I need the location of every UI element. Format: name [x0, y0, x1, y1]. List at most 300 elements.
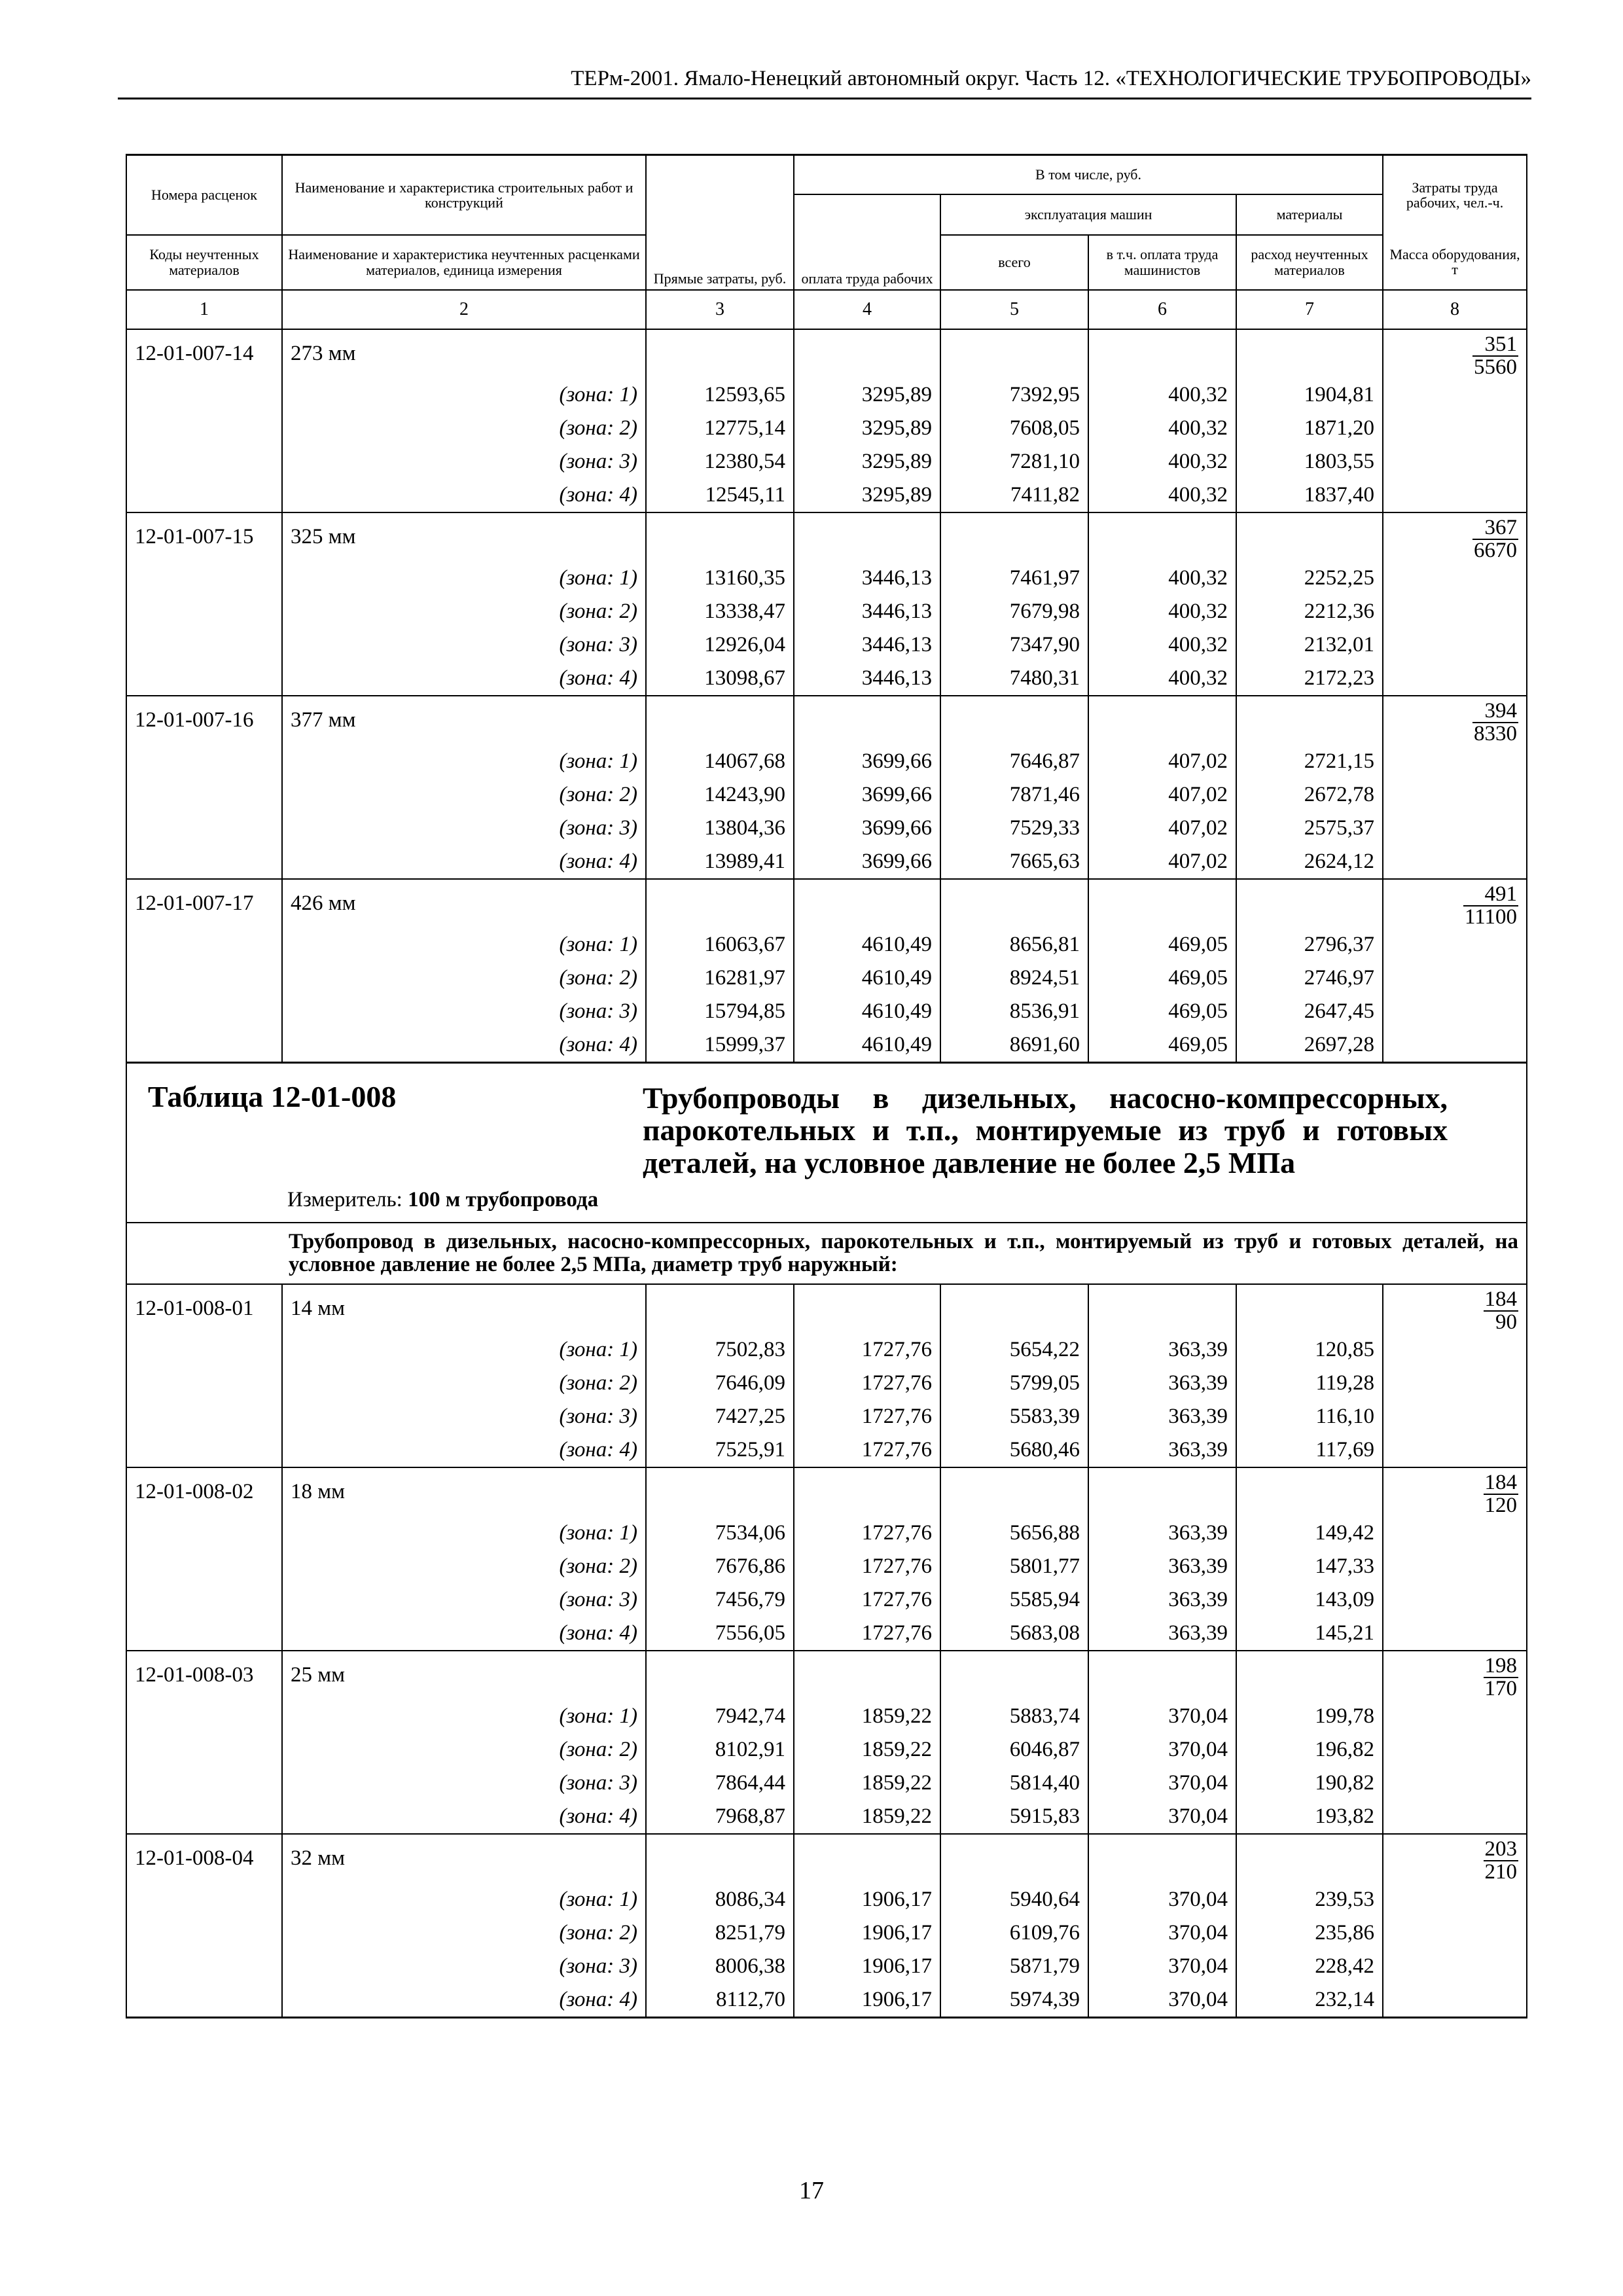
machines-total: 5940,64	[940, 1883, 1088, 1916]
direct-cost: 13098,67	[646, 662, 794, 696]
rate-code: 12-01-008-02	[126, 1467, 282, 1516]
zone-label: (зона: 1)	[282, 1700, 646, 1733]
materials: 1803,55	[1236, 445, 1383, 478]
machines-total: 7871,46	[940, 778, 1088, 812]
zone-row	[126, 1800, 1527, 1834]
machinist-pay: 363,39	[1088, 1367, 1236, 1400]
col-number: 4	[794, 290, 940, 329]
empty-cell	[940, 1284, 1088, 1333]
running-header: ТЕРм-2001. Ямало-Ненецкий автономный округ. Часть 12. «ТЕХНОЛОГИЧЕСКИЕ ТРУБОПРОВОДЫ»	[118, 67, 1531, 99]
zone-row	[126, 562, 1527, 595]
machines-total: 7281,10	[940, 445, 1088, 478]
empty-cell	[1088, 512, 1236, 562]
machines-total: 5680,46	[940, 1433, 1088, 1467]
machinist-pay: 400,32	[1088, 412, 1236, 445]
zone-label: (зона: 2)	[282, 595, 646, 628]
machinist-pay: 400,32	[1088, 478, 1236, 512]
zone-row	[126, 1767, 1527, 1800]
labor-over-mass	[1484, 1655, 1519, 1700]
empty-cell	[1088, 329, 1236, 378]
materials: 1871,20	[1236, 412, 1383, 445]
empty-cell	[1088, 879, 1236, 928]
materials: 199,78	[1236, 1700, 1383, 1733]
labor-cost: 351	[1472, 334, 1518, 357]
empty-cell	[126, 1550, 282, 1583]
machines-total: 5974,39	[940, 1983, 1088, 2018]
materials: 2721,15	[1236, 745, 1383, 778]
direct-cost: 14243,90	[646, 778, 794, 812]
rate-name: 273 мм	[282, 329, 646, 378]
section-title-cell	[126, 1062, 1527, 1223]
empty-cell	[126, 1333, 282, 1367]
zone-label: (зона: 1)	[282, 1516, 646, 1550]
worker-pay: 1727,76	[794, 1433, 940, 1467]
direct-cost: 7456,79	[646, 1583, 794, 1617]
section-title: Трубопроводы в дизельных, насосно-компрессорных, парокотельных и т.п., монтируемые из труб и готовых деталей, на условное давление не более 2,5 МПа	[643, 1081, 1448, 1179]
rate-code: 12-01-008-03	[126, 1651, 282, 1700]
worker-pay: 1859,22	[794, 1800, 940, 1834]
machinist-pay: 400,32	[1088, 445, 1236, 478]
zone-label: (зона: 4)	[282, 1800, 646, 1834]
machinist-pay: 407,02	[1088, 778, 1236, 812]
materials: 1904,81	[1236, 378, 1383, 412]
rate-code: 12-01-007-16	[126, 696, 282, 745]
machines-total: 8691,60	[940, 1028, 1088, 1063]
col-number: 7	[1236, 290, 1383, 329]
rate-code: 12-01-008-04	[126, 1834, 282, 1883]
rate-row	[126, 1651, 1527, 1700]
materials: 119,28	[1236, 1367, 1383, 1400]
empty-cell	[646, 512, 794, 562]
machinist-pay: 363,39	[1088, 1516, 1236, 1550]
machines-total: 5656,88	[940, 1516, 1088, 1550]
direct-cost: 8086,34	[646, 1883, 794, 1916]
labor-mass-cell	[1383, 1651, 1527, 1834]
table-header	[126, 155, 1527, 329]
rate-row	[126, 879, 1527, 928]
machines-total: 5814,40	[940, 1767, 1088, 1800]
equipment-mass: 170	[1484, 1676, 1518, 1700]
machines-total: 7480,31	[940, 662, 1088, 696]
zone-row	[126, 1950, 1527, 1983]
machines-total: 7392,95	[940, 378, 1088, 412]
section-description: Трубопровод в дизельных, насосно-компрессорных, парокотельных и т.п., монтируемый из труб и готовых деталей, на условное давление не более 2,5 МПа, диаметр труб наружный:	[126, 1223, 1527, 1284]
direct-cost: 8251,79	[646, 1916, 794, 1950]
zone-row	[126, 1583, 1527, 1617]
machines-total: 6046,87	[940, 1733, 1088, 1767]
equipment-mass: 5560	[1474, 355, 1518, 379]
page-number: 17	[799, 2177, 824, 2204]
zone-label: (зона: 2)	[282, 961, 646, 995]
materials: 190,82	[1236, 1767, 1383, 1800]
worker-pay: 4610,49	[794, 1028, 940, 1063]
zone-label: (зона: 4)	[282, 1433, 646, 1467]
materials: 143,09	[1236, 1583, 1383, 1617]
empty-cell	[126, 928, 282, 961]
rate-name: 14 мм	[282, 1284, 646, 1333]
empty-cell	[126, 778, 282, 812]
direct-cost: 7525,91	[646, 1433, 794, 1467]
rate-row	[126, 1467, 1527, 1516]
zone-row	[126, 1400, 1527, 1433]
labor-mass-cell	[1383, 329, 1527, 512]
table-body-008	[126, 1284, 1527, 2018]
materials: 2172,23	[1236, 662, 1383, 696]
labor-mass-cell	[1383, 512, 1527, 696]
empty-cell	[126, 1916, 282, 1950]
worker-pay: 3295,89	[794, 378, 940, 412]
machinist-pay: 469,05	[1088, 961, 1236, 995]
direct-cost: 12380,54	[646, 445, 794, 478]
rate-name: 426 мм	[282, 879, 646, 928]
rate-name: 18 мм	[282, 1467, 646, 1516]
empty-cell	[126, 745, 282, 778]
materials: 232,14	[1236, 1983, 1383, 2018]
labor-cost: 394	[1472, 700, 1518, 723]
direct-cost: 14067,68	[646, 745, 794, 778]
empty-cell	[1088, 1834, 1236, 1883]
labor-cost: 367	[1472, 517, 1518, 540]
machines-total: 7461,97	[940, 562, 1088, 595]
zone-row	[126, 745, 1527, 778]
empty-cell	[1236, 512, 1383, 562]
direct-cost: 15999,37	[646, 1028, 794, 1063]
rate-code: 12-01-007-17	[126, 879, 282, 928]
empty-cell	[126, 1400, 282, 1433]
worker-pay: 1727,76	[794, 1516, 940, 1550]
machinist-pay: 370,04	[1088, 1700, 1236, 1733]
worker-pay: 4610,49	[794, 995, 940, 1028]
empty-cell	[646, 696, 794, 745]
machines-total: 5799,05	[940, 1367, 1088, 1400]
col-number: 8	[1383, 290, 1527, 329]
materials: 2575,37	[1236, 812, 1383, 845]
materials: 228,42	[1236, 1950, 1383, 1983]
header-col3: Прямые затраты, руб.	[646, 155, 794, 290]
zone-row	[126, 928, 1527, 961]
equipment-mass: 8330	[1474, 721, 1518, 745]
worker-pay: 1906,17	[794, 1883, 940, 1916]
zone-label: (зона: 2)	[282, 1550, 646, 1583]
materials: 2672,78	[1236, 778, 1383, 812]
empty-cell	[126, 1583, 282, 1617]
empty-cell	[794, 1284, 940, 1333]
labor-mass-cell	[1383, 1834, 1527, 2018]
empty-cell	[126, 1516, 282, 1550]
col-number: 2	[282, 290, 646, 329]
measure	[287, 1189, 598, 1211]
labor-over-mass	[1472, 517, 1518, 562]
equipment-mass: 11100	[1464, 905, 1518, 929]
direct-cost: 12593,65	[646, 378, 794, 412]
machines-total: 7608,05	[940, 412, 1088, 445]
empty-cell	[126, 1433, 282, 1467]
equipment-mass: 6670	[1474, 538, 1518, 562]
empty-cell	[126, 1767, 282, 1800]
materials: 2212,36	[1236, 595, 1383, 628]
zone-label: (зона: 4)	[282, 478, 646, 512]
empty-cell	[1236, 1834, 1383, 1883]
machinist-pay: 370,04	[1088, 1916, 1236, 1950]
direct-cost: 13804,36	[646, 812, 794, 845]
empty-cell	[646, 1284, 794, 1333]
labor-over-mass	[1472, 700, 1518, 745]
empty-cell	[126, 1367, 282, 1400]
machinist-pay: 370,04	[1088, 1733, 1236, 1767]
empty-cell	[940, 512, 1088, 562]
zone-row	[126, 445, 1527, 478]
zone-label: (зона: 1)	[282, 562, 646, 595]
machinist-pay: 469,05	[1088, 928, 1236, 961]
machinist-pay: 400,32	[1088, 562, 1236, 595]
machinist-pay: 370,04	[1088, 1800, 1236, 1834]
zone-label: (зона: 3)	[282, 628, 646, 662]
labor-mass-cell	[1383, 696, 1527, 879]
materials: 2697,28	[1236, 1028, 1383, 1063]
empty-cell	[794, 1651, 940, 1700]
labor-over-mass	[1472, 334, 1518, 378]
empty-cell	[794, 879, 940, 928]
worker-pay: 1727,76	[794, 1550, 940, 1583]
materials: 149,42	[1236, 1516, 1383, 1550]
labor-cost: 184	[1484, 1470, 1518, 1494]
machines-total: 8656,81	[940, 928, 1088, 961]
labor-cost: 203	[1484, 1837, 1518, 1861]
empty-cell	[646, 1467, 794, 1516]
machinist-pay: 469,05	[1088, 995, 1236, 1028]
worker-pay: 3295,89	[794, 445, 940, 478]
zone-row	[126, 595, 1527, 628]
rate-code: 12-01-008-01	[126, 1284, 282, 1333]
worker-pay: 3446,13	[794, 562, 940, 595]
materials: 117,69	[1236, 1433, 1383, 1467]
labor-mass-cell	[1383, 1284, 1527, 1467]
zone-row	[126, 812, 1527, 845]
machines-total: 5654,22	[940, 1333, 1088, 1367]
machinist-pay: 363,39	[1088, 1400, 1236, 1433]
machinist-pay: 407,02	[1088, 812, 1236, 845]
equipment-mass: 90	[1495, 1310, 1518, 1334]
empty-cell	[126, 662, 282, 696]
empty-cell	[126, 1028, 282, 1063]
zone-label: (зона: 3)	[282, 995, 646, 1028]
zone-row	[126, 412, 1527, 445]
machines-total: 7411,82	[940, 478, 1088, 512]
empty-cell	[126, 995, 282, 1028]
machinist-pay: 469,05	[1088, 1028, 1236, 1063]
empty-cell	[940, 1834, 1088, 1883]
empty-cell	[1088, 1284, 1236, 1333]
direct-cost: 13338,47	[646, 595, 794, 628]
direct-cost: 8112,70	[646, 1983, 794, 2018]
empty-cell	[1088, 696, 1236, 745]
materials: 1837,40	[1236, 478, 1383, 512]
zone-row	[126, 995, 1527, 1028]
empty-cell	[940, 329, 1088, 378]
zone-row	[126, 378, 1527, 412]
zone-label: (зона: 1)	[282, 928, 646, 961]
zone-label: (зона: 4)	[282, 1617, 646, 1651]
equipment-mass: 120	[1484, 1493, 1518, 1517]
direct-cost: 12926,04	[646, 628, 794, 662]
empty-cell	[794, 1467, 940, 1516]
zone-row	[126, 1028, 1527, 1063]
empty-cell	[1236, 879, 1383, 928]
empty-cell	[126, 595, 282, 628]
direct-cost: 16063,67	[646, 928, 794, 961]
direct-cost: 7646,09	[646, 1367, 794, 1400]
zone-label: (зона: 3)	[282, 812, 646, 845]
zone-row	[126, 1916, 1527, 1950]
worker-pay: 3446,13	[794, 628, 940, 662]
materials: 2796,37	[1236, 928, 1383, 961]
header-col2-top: Наименование и характеристика строительных работ и конструкций	[282, 155, 646, 235]
machinist-pay: 363,39	[1088, 1433, 1236, 1467]
worker-pay: 1727,76	[794, 1583, 940, 1617]
empty-cell	[126, 1733, 282, 1767]
machines-total: 7665,63	[940, 845, 1088, 879]
zone-row	[126, 628, 1527, 662]
materials: 147,33	[1236, 1550, 1383, 1583]
labor-mass-cell	[1383, 1467, 1527, 1651]
machines-total: 6109,76	[940, 1916, 1088, 1950]
machinist-pay: 370,04	[1088, 1883, 1236, 1916]
zone-label: (зона: 2)	[282, 778, 646, 812]
zone-label: (зона: 2)	[282, 1733, 646, 1767]
direct-cost: 13989,41	[646, 845, 794, 879]
empty-cell	[1236, 696, 1383, 745]
col-number: 1	[126, 290, 282, 329]
empty-cell	[1236, 1284, 1383, 1333]
empty-cell	[646, 879, 794, 928]
machines-total: 5801,77	[940, 1550, 1088, 1583]
empty-cell	[126, 1800, 282, 1834]
direct-cost: 12545,11	[646, 478, 794, 512]
machinist-pay: 363,39	[1088, 1617, 1236, 1651]
machinist-pay: 370,04	[1088, 1767, 1236, 1800]
materials: 193,82	[1236, 1800, 1383, 1834]
zone-row	[126, 1550, 1527, 1583]
empty-cell	[794, 696, 940, 745]
empty-cell	[126, 412, 282, 445]
direct-cost: 16281,97	[646, 961, 794, 995]
machines-total: 7646,87	[940, 745, 1088, 778]
machinist-pay: 370,04	[1088, 1983, 1236, 2018]
labor-cost: 491	[1463, 884, 1518, 906]
empty-cell	[126, 1883, 282, 1916]
machines-total: 5683,08	[940, 1617, 1088, 1651]
worker-pay: 3699,66	[794, 778, 940, 812]
table-body-007	[126, 329, 1527, 1063]
empty-cell	[794, 512, 940, 562]
worker-pay: 1906,17	[794, 1950, 940, 1983]
zone-row	[126, 1983, 1527, 2018]
header-incl: В том числе, руб.	[794, 155, 1383, 194]
materials: 2252,25	[1236, 562, 1383, 595]
worker-pay: 4610,49	[794, 961, 940, 995]
materials: 196,82	[1236, 1733, 1383, 1767]
machines-total: 5871,79	[940, 1950, 1088, 1983]
col-number: 5	[940, 290, 1088, 329]
materials: 2624,12	[1236, 845, 1383, 879]
empty-cell	[940, 879, 1088, 928]
header-col1-bottom: Коды неучтенных материалов	[126, 235, 282, 290]
header-col4: оплата труда рабочих	[794, 194, 940, 290]
labor-over-mass	[1463, 884, 1518, 928]
empty-cell	[126, 812, 282, 845]
header-col5: всего	[940, 235, 1088, 290]
machines-total: 5883,74	[940, 1700, 1088, 1733]
zone-row	[126, 478, 1527, 512]
rate-code: 12-01-007-14	[126, 329, 282, 378]
materials: 2746,97	[1236, 961, 1383, 995]
header-col8-top: Затраты труда рабочих, чел.-ч.	[1383, 155, 1527, 235]
worker-pay: 1906,17	[794, 1916, 940, 1950]
direct-cost: 7427,25	[646, 1400, 794, 1433]
empty-cell	[126, 961, 282, 995]
empty-cell	[940, 696, 1088, 745]
empty-cell	[940, 1651, 1088, 1700]
worker-pay: 3699,66	[794, 745, 940, 778]
zone-label: (зона: 3)	[282, 1950, 646, 1983]
materials: 116,10	[1236, 1400, 1383, 1433]
zone-label: (зона: 3)	[282, 1583, 646, 1617]
worker-pay: 3446,13	[794, 662, 940, 696]
worker-pay: 1859,22	[794, 1700, 940, 1733]
materials: 2132,01	[1236, 628, 1383, 662]
labor-mass-cell	[1383, 879, 1527, 1063]
zone-row	[126, 1433, 1527, 1467]
direct-cost: 13160,35	[646, 562, 794, 595]
empty-cell	[646, 329, 794, 378]
measure-label: Измеритель:	[287, 1187, 402, 1211]
worker-pay: 3446,13	[794, 595, 940, 628]
rate-row	[126, 329, 1527, 378]
worker-pay: 1859,22	[794, 1733, 940, 1767]
zone-label: (зона: 1)	[282, 1883, 646, 1916]
machinist-pay: 363,39	[1088, 1583, 1236, 1617]
header-machines: эксплуатация машин	[940, 194, 1236, 235]
rate-row	[126, 1284, 1527, 1333]
zone-label: (зона: 2)	[282, 1916, 646, 1950]
direct-cost: 7534,06	[646, 1516, 794, 1550]
direct-cost: 8006,38	[646, 1950, 794, 1983]
rate-name: 25 мм	[282, 1651, 646, 1700]
table-label: Таблица 12-01-008	[148, 1079, 397, 1113]
labor-cost: 184	[1484, 1287, 1518, 1311]
empty-cell	[1088, 1467, 1236, 1516]
labor-over-mass	[1484, 1472, 1519, 1516]
empty-cell	[126, 445, 282, 478]
zone-label: (зона: 4)	[282, 845, 646, 879]
empty-cell	[1088, 1651, 1236, 1700]
materials: 2647,45	[1236, 995, 1383, 1028]
empty-cell	[794, 329, 940, 378]
machines-total: 5583,39	[940, 1400, 1088, 1433]
worker-pay: 3699,66	[794, 845, 940, 879]
header-col1-top: Номера расценок	[126, 155, 282, 235]
zone-row	[126, 1617, 1527, 1651]
machinist-pay: 400,32	[1088, 628, 1236, 662]
empty-cell	[126, 1983, 282, 2018]
empty-cell	[646, 1651, 794, 1700]
empty-cell	[1236, 329, 1383, 378]
direct-cost: 7968,87	[646, 1800, 794, 1834]
machines-total: 5915,83	[940, 1800, 1088, 1834]
machinist-pay: 407,02	[1088, 745, 1236, 778]
zone-row	[126, 961, 1527, 995]
machines-total: 8924,51	[940, 961, 1088, 995]
